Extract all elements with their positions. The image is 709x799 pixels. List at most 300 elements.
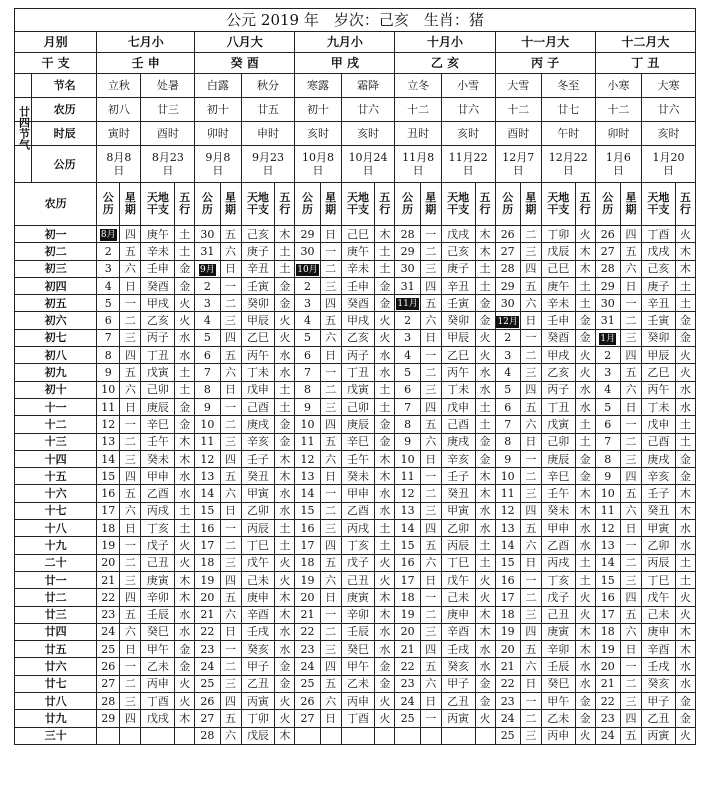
day-ganzhi: 丙午	[642, 381, 676, 398]
weekday: 六	[520, 295, 541, 312]
weekday: 五	[620, 485, 641, 502]
solar-term-name: 寒露	[295, 74, 341, 98]
day-element: 土	[675, 571, 695, 588]
day-element: 木	[675, 485, 695, 502]
lunar-day: 廿五	[15, 641, 97, 658]
solar-date: 30	[195, 226, 220, 243]
day-element: 土	[575, 433, 595, 450]
day-ganzhi: 壬子	[441, 468, 475, 485]
solar-term-name: 立秋	[97, 74, 141, 98]
solar-date: 29	[395, 243, 420, 260]
lunar-day: 初九	[15, 364, 97, 381]
day-element: 金	[375, 295, 395, 312]
month-start-marker: 11月	[397, 299, 418, 310]
solar-date: 11	[395, 468, 420, 485]
day-element: 金	[475, 693, 495, 710]
solar-date: 12	[495, 502, 520, 519]
month-ganzhi: 甲 戌	[295, 53, 395, 74]
solar-date: 16	[295, 520, 320, 537]
day-element: 水	[175, 329, 195, 346]
weekday: 五	[520, 641, 541, 658]
weekday: 二	[220, 658, 241, 675]
column-header: 五行	[375, 183, 395, 226]
month-name: 七月小	[97, 32, 195, 53]
solar-date: 15	[97, 468, 120, 485]
solar-date: 10	[97, 381, 120, 398]
weekday: 五	[220, 468, 241, 485]
day-element: 金	[375, 658, 395, 675]
weekday: 三	[520, 727, 541, 744]
day-element: 木	[275, 727, 295, 744]
column-header: 星期	[120, 183, 141, 226]
day-ganzhi: 己未	[441, 589, 475, 606]
weekday: 日	[220, 260, 241, 277]
solar-term-time: 丑时	[395, 122, 441, 146]
day-ganzhi: 己巳	[541, 260, 575, 277]
day-element: 火	[475, 589, 495, 606]
solar-date: 5	[97, 295, 120, 312]
solar-date: 3	[97, 260, 120, 277]
day-element: 火	[275, 554, 295, 571]
solar-date: 29	[595, 277, 620, 294]
day-ganzhi: 甲子	[642, 693, 676, 710]
day-element: 火	[175, 675, 195, 692]
day-ganzhi: 丙辰	[241, 520, 275, 537]
day-element: 水	[475, 520, 495, 537]
column-header: 星期	[420, 183, 441, 226]
column-header: 天地干支	[441, 183, 475, 226]
day-ganzhi: 壬辰	[541, 658, 575, 675]
day-element: 木	[475, 468, 495, 485]
weekday	[320, 727, 341, 744]
weekday: 三	[420, 623, 441, 640]
solar-date: 4	[295, 312, 320, 329]
column-header: 公历	[395, 183, 420, 226]
weekday: 六	[120, 623, 141, 640]
solar-date: 13	[495, 520, 520, 537]
solar-date: 10	[295, 416, 320, 433]
lunar-day: 廿四	[15, 623, 97, 640]
day-element: 金	[175, 416, 195, 433]
day-ganzhi: 甲申	[141, 468, 175, 485]
solar-date: 30	[295, 243, 320, 260]
day-ganzhi: 丙子	[541, 381, 575, 398]
solar-date	[295, 260, 320, 277]
day-ganzhi: 庚子	[441, 260, 475, 277]
day-element: 金	[375, 277, 395, 294]
day-element: 金	[175, 658, 195, 675]
month-start-marker: 8月	[100, 230, 116, 241]
day-ganzhi: 辛未	[341, 260, 375, 277]
solar-date: 16	[495, 571, 520, 588]
weekday	[420, 727, 441, 744]
day-element: 水	[175, 468, 195, 485]
day-element: 金	[575, 710, 595, 727]
day-ganzhi: 辛巳	[141, 416, 175, 433]
day-ganzhi: 壬寅	[642, 312, 676, 329]
solar-date: 14	[395, 520, 420, 537]
weekday: 三	[320, 641, 341, 658]
solar-term-solar: 12月22日	[541, 146, 595, 183]
day-ganzhi: 辛酉	[642, 641, 676, 658]
weekday: 六	[620, 502, 641, 519]
solar-date: 17	[195, 537, 220, 554]
day-ganzhi: 戊戌	[642, 243, 676, 260]
column-header: 公历	[97, 183, 120, 226]
day-element: 土	[175, 364, 195, 381]
solar-date: 8	[295, 381, 320, 398]
day-ganzhi: 己酉	[241, 398, 275, 415]
solar-date: 21	[395, 641, 420, 658]
day-ganzhi: 癸酉	[341, 295, 375, 312]
weekday: 日	[220, 623, 241, 640]
day-ganzhi: 丙戌	[541, 554, 575, 571]
solar-date: 19	[395, 606, 420, 623]
day-element: 木	[475, 226, 495, 243]
weekday: 六	[220, 485, 241, 502]
day-element: 火	[275, 710, 295, 727]
solar-date: 24	[495, 710, 520, 727]
day-ganzhi: 甲戌	[341, 312, 375, 329]
day-ganzhi: 丙申	[541, 727, 575, 744]
solar-date: 27	[495, 243, 520, 260]
solar-date: 5	[295, 329, 320, 346]
day-ganzhi: 壬午	[541, 485, 575, 502]
day-element: 木	[375, 468, 395, 485]
weekday: 日	[620, 277, 641, 294]
day-ganzhi: 己卯	[541, 433, 575, 450]
day-ganzhi: 丁巳	[642, 571, 676, 588]
weekday: 四	[420, 520, 441, 537]
day-element: 木	[375, 226, 395, 243]
solar-term-name: 霜降	[341, 74, 395, 98]
day-ganzhi: 戊子	[341, 554, 375, 571]
day-element: 水	[675, 381, 695, 398]
solar-term-name: 白露	[195, 74, 241, 98]
day-element: 金	[275, 416, 295, 433]
column-header: 星期	[520, 183, 541, 226]
day-element: 水	[275, 347, 295, 364]
day-element: 土	[675, 416, 695, 433]
weekday: 一	[520, 329, 541, 346]
day-element: 金	[575, 693, 595, 710]
solar-date: 23	[395, 675, 420, 692]
day-element: 木	[275, 226, 295, 243]
day-ganzhi: 庚戌	[241, 416, 275, 433]
day-ganzhi: 戊午	[642, 589, 676, 606]
day-element: 土	[475, 537, 495, 554]
solar-date: 15	[595, 571, 620, 588]
day-element: 水	[575, 381, 595, 398]
solar-date: 8	[495, 433, 520, 450]
day-ganzhi: 辛未	[141, 243, 175, 260]
weekday: 六	[220, 243, 241, 260]
day-ganzhi: 戊子	[141, 537, 175, 554]
solar-date: 17	[395, 571, 420, 588]
solar-date: 7	[495, 416, 520, 433]
day-element: 水	[175, 347, 195, 364]
day-element: 金	[175, 260, 195, 277]
day-element: 土	[275, 537, 295, 554]
day-ganzhi: 丁酉	[141, 693, 175, 710]
day-element: 土	[275, 243, 295, 260]
weekday: 日	[120, 277, 141, 294]
column-header: 星期	[620, 183, 641, 226]
day-element: 土	[475, 554, 495, 571]
weekday: 四	[620, 226, 641, 243]
month-ganzhi: 癸 酉	[195, 53, 295, 74]
weekday: 二	[520, 468, 541, 485]
day-element: 木	[575, 243, 595, 260]
day-ganzhi: 癸卯	[642, 329, 676, 346]
weekday: 五	[620, 727, 641, 744]
column-header: 五行	[475, 183, 495, 226]
weekday: 二	[620, 312, 641, 329]
solar-date: 22	[97, 589, 120, 606]
weekday: 二	[320, 381, 341, 398]
weekday: 三	[220, 675, 241, 692]
weekday: 二	[220, 416, 241, 433]
day-ganzhi: 丁未	[241, 364, 275, 381]
weekday: 六	[420, 554, 441, 571]
solar-date: 20	[195, 589, 220, 606]
weekday: 一	[120, 416, 141, 433]
solar-date: 21	[295, 606, 320, 623]
term-row-label-text: 公历	[53, 157, 76, 171]
day-element: 火	[675, 347, 695, 364]
solar-date: 14	[295, 485, 320, 502]
day-ganzhi: 丙子	[141, 329, 175, 346]
lunar-day: 廿九	[15, 710, 97, 727]
day-element	[375, 727, 395, 744]
weekday: 一	[420, 589, 441, 606]
day-element: 金	[275, 277, 295, 294]
solar-date	[295, 727, 320, 744]
day-ganzhi: 乙酉	[141, 485, 175, 502]
solar-date: 18	[295, 554, 320, 571]
day-ganzhi: 癸亥	[241, 641, 275, 658]
solar-date: 22	[495, 675, 520, 692]
day-element: 水	[475, 641, 495, 658]
weekday: 六	[320, 693, 341, 710]
weekday: 二	[520, 710, 541, 727]
day-ganzhi: 壬申	[141, 260, 175, 277]
day-element: 火	[475, 329, 495, 346]
day-ganzhi: 壬戌	[241, 623, 275, 640]
day-element: 金	[675, 693, 695, 710]
day-element: 土	[275, 260, 295, 277]
day-element: 金	[375, 416, 395, 433]
day-element: 水	[175, 606, 195, 623]
solar-date	[195, 260, 220, 277]
lunar-day: 廿七	[15, 675, 97, 692]
weekday: 三	[320, 398, 341, 415]
day-element: 火	[175, 312, 195, 329]
weekday: 日	[520, 433, 541, 450]
month-start-marker: 1月	[600, 333, 616, 344]
column-header: 天地干支	[541, 183, 575, 226]
weekday: 三	[620, 571, 641, 588]
solar-date: 5	[195, 329, 220, 346]
day-ganzhi: 己酉	[441, 416, 475, 433]
day-element: 火	[475, 571, 495, 588]
weekday: 三	[320, 277, 341, 294]
day-ganzhi: 乙丑	[241, 675, 275, 692]
weekday: 二	[120, 312, 141, 329]
day-ganzhi: 乙巳	[441, 347, 475, 364]
column-header: 五行	[175, 183, 195, 226]
day-ganzhi: 丁亥	[541, 571, 575, 588]
solar-term-solar: 8月8日	[97, 146, 141, 183]
day-element: 水	[475, 364, 495, 381]
lunar-day: 廿一	[15, 571, 97, 588]
weekday: 三	[420, 260, 441, 277]
solar-date: 24	[97, 623, 120, 640]
day-ganzhi: 戊申	[241, 381, 275, 398]
weekday: 四	[220, 571, 241, 588]
day-element: 水	[375, 485, 395, 502]
weekday: 六	[220, 606, 241, 623]
solar-term-solar: 1月20日	[642, 146, 696, 183]
day-element: 木	[675, 641, 695, 658]
solar-date: 11	[295, 433, 320, 450]
day-ganzhi: 丙午	[441, 364, 475, 381]
solar-date: 26	[195, 693, 220, 710]
day-ganzhi: 甲子	[441, 675, 475, 692]
weekday: 四	[420, 277, 441, 294]
solar-date: 27	[595, 243, 620, 260]
solar-date: 19	[97, 537, 120, 554]
day-ganzhi: 丁巳	[241, 537, 275, 554]
solar-date: 2	[97, 243, 120, 260]
weekday: 五	[320, 312, 341, 329]
weekday: 一	[320, 606, 341, 623]
solar-date	[97, 226, 120, 243]
solar-date: 25	[395, 710, 420, 727]
solar-date: 3	[195, 295, 220, 312]
day-element: 土	[575, 295, 595, 312]
day-ganzhi: 庚辰	[541, 450, 575, 467]
weekday: 五	[520, 277, 541, 294]
day-element: 土	[375, 260, 395, 277]
day-ganzhi: 辛巳	[341, 433, 375, 450]
weekday: 三	[420, 381, 441, 398]
weekday: 日	[320, 347, 341, 364]
solar-date: 18	[97, 520, 120, 537]
weekday: 四	[520, 381, 541, 398]
solar-date: 15	[495, 554, 520, 571]
weekday: 三	[420, 502, 441, 519]
solar-date: 11	[195, 433, 220, 450]
month-name: 十一月大	[495, 32, 595, 53]
solar-date: 24	[595, 727, 620, 744]
day-ganzhi: 辛卯	[141, 589, 175, 606]
weekday: 三	[120, 693, 141, 710]
solar-term-lunar: 廿三	[141, 98, 195, 122]
solar-date: 16	[97, 485, 120, 502]
solar-term-time: 卯时	[195, 122, 241, 146]
solar-date: 23	[295, 641, 320, 658]
solar-date: 12	[595, 520, 620, 537]
solar-date: 15	[295, 502, 320, 519]
solar-date: 30	[595, 295, 620, 312]
day-element: 木	[475, 623, 495, 640]
day-element: 火	[275, 329, 295, 346]
day-ganzhi: 丁丑	[341, 364, 375, 381]
solar-date: 30	[395, 260, 420, 277]
weekday: 五	[220, 710, 241, 727]
solar-date: 22	[595, 693, 620, 710]
weekday: 日	[220, 381, 241, 398]
day-ganzhi: 乙亥	[141, 312, 175, 329]
day-element: 木	[375, 450, 395, 467]
day-ganzhi: 丙午	[241, 347, 275, 364]
day-element: 土	[375, 520, 395, 537]
day-element: 金	[575, 312, 595, 329]
weekday: 一	[320, 485, 341, 502]
day-ganzhi: 己亥	[241, 226, 275, 243]
solar-date: 12	[395, 485, 420, 502]
day-element: 木	[575, 623, 595, 640]
solar-date: 11	[595, 502, 620, 519]
day-element: 土	[675, 277, 695, 294]
day-element: 火	[675, 606, 695, 623]
day-ganzhi: 乙卯	[241, 502, 275, 519]
day-element: 金	[675, 468, 695, 485]
weekday: 三	[120, 329, 141, 346]
day-ganzhi: 壬午	[141, 433, 175, 450]
solar-date: 27	[295, 710, 320, 727]
solar-date: 21	[195, 606, 220, 623]
day-ganzhi: 壬辰	[341, 623, 375, 640]
day-element: 木	[475, 485, 495, 502]
day-ganzhi: 辛酉	[441, 623, 475, 640]
day-ganzhi: 丙子	[341, 347, 375, 364]
day-ganzhi: 丙寅	[241, 693, 275, 710]
solar-term-solar: 1月6日	[595, 146, 641, 183]
day-element: 金	[575, 329, 595, 346]
solar-date: 18	[195, 554, 220, 571]
solar-date: 13	[295, 468, 320, 485]
day-element: 火	[575, 347, 595, 364]
solar-date: 26	[97, 658, 120, 675]
day-element: 土	[375, 243, 395, 260]
solar-date: 26	[295, 693, 320, 710]
day-ganzhi: 戊寅	[141, 364, 175, 381]
weekday: 一	[120, 658, 141, 675]
lunar-day: 十五	[15, 468, 97, 485]
weekday: 三	[520, 606, 541, 623]
day-ganzhi: 乙酉	[341, 502, 375, 519]
solar-term-lunar: 廿六	[642, 98, 696, 122]
day-element: 水	[675, 537, 695, 554]
solar-date	[595, 329, 620, 346]
lunar-day: 二十	[15, 554, 97, 571]
solar-date: 25	[495, 727, 520, 744]
day-element: 木	[375, 589, 395, 606]
weekday: 日	[320, 226, 341, 243]
weekday: 四	[120, 226, 141, 243]
day-ganzhi: 丙戌	[341, 520, 375, 537]
solar-term-lunar: 初十	[195, 98, 241, 122]
solar-date: 2	[395, 312, 420, 329]
day-ganzhi: 丙申	[341, 693, 375, 710]
day-element: 土	[475, 277, 495, 294]
day-ganzhi: 辛酉	[241, 606, 275, 623]
weekday: 四	[520, 623, 541, 640]
weekday: 一	[320, 364, 341, 381]
day-ganzhi: 乙亥	[341, 329, 375, 346]
